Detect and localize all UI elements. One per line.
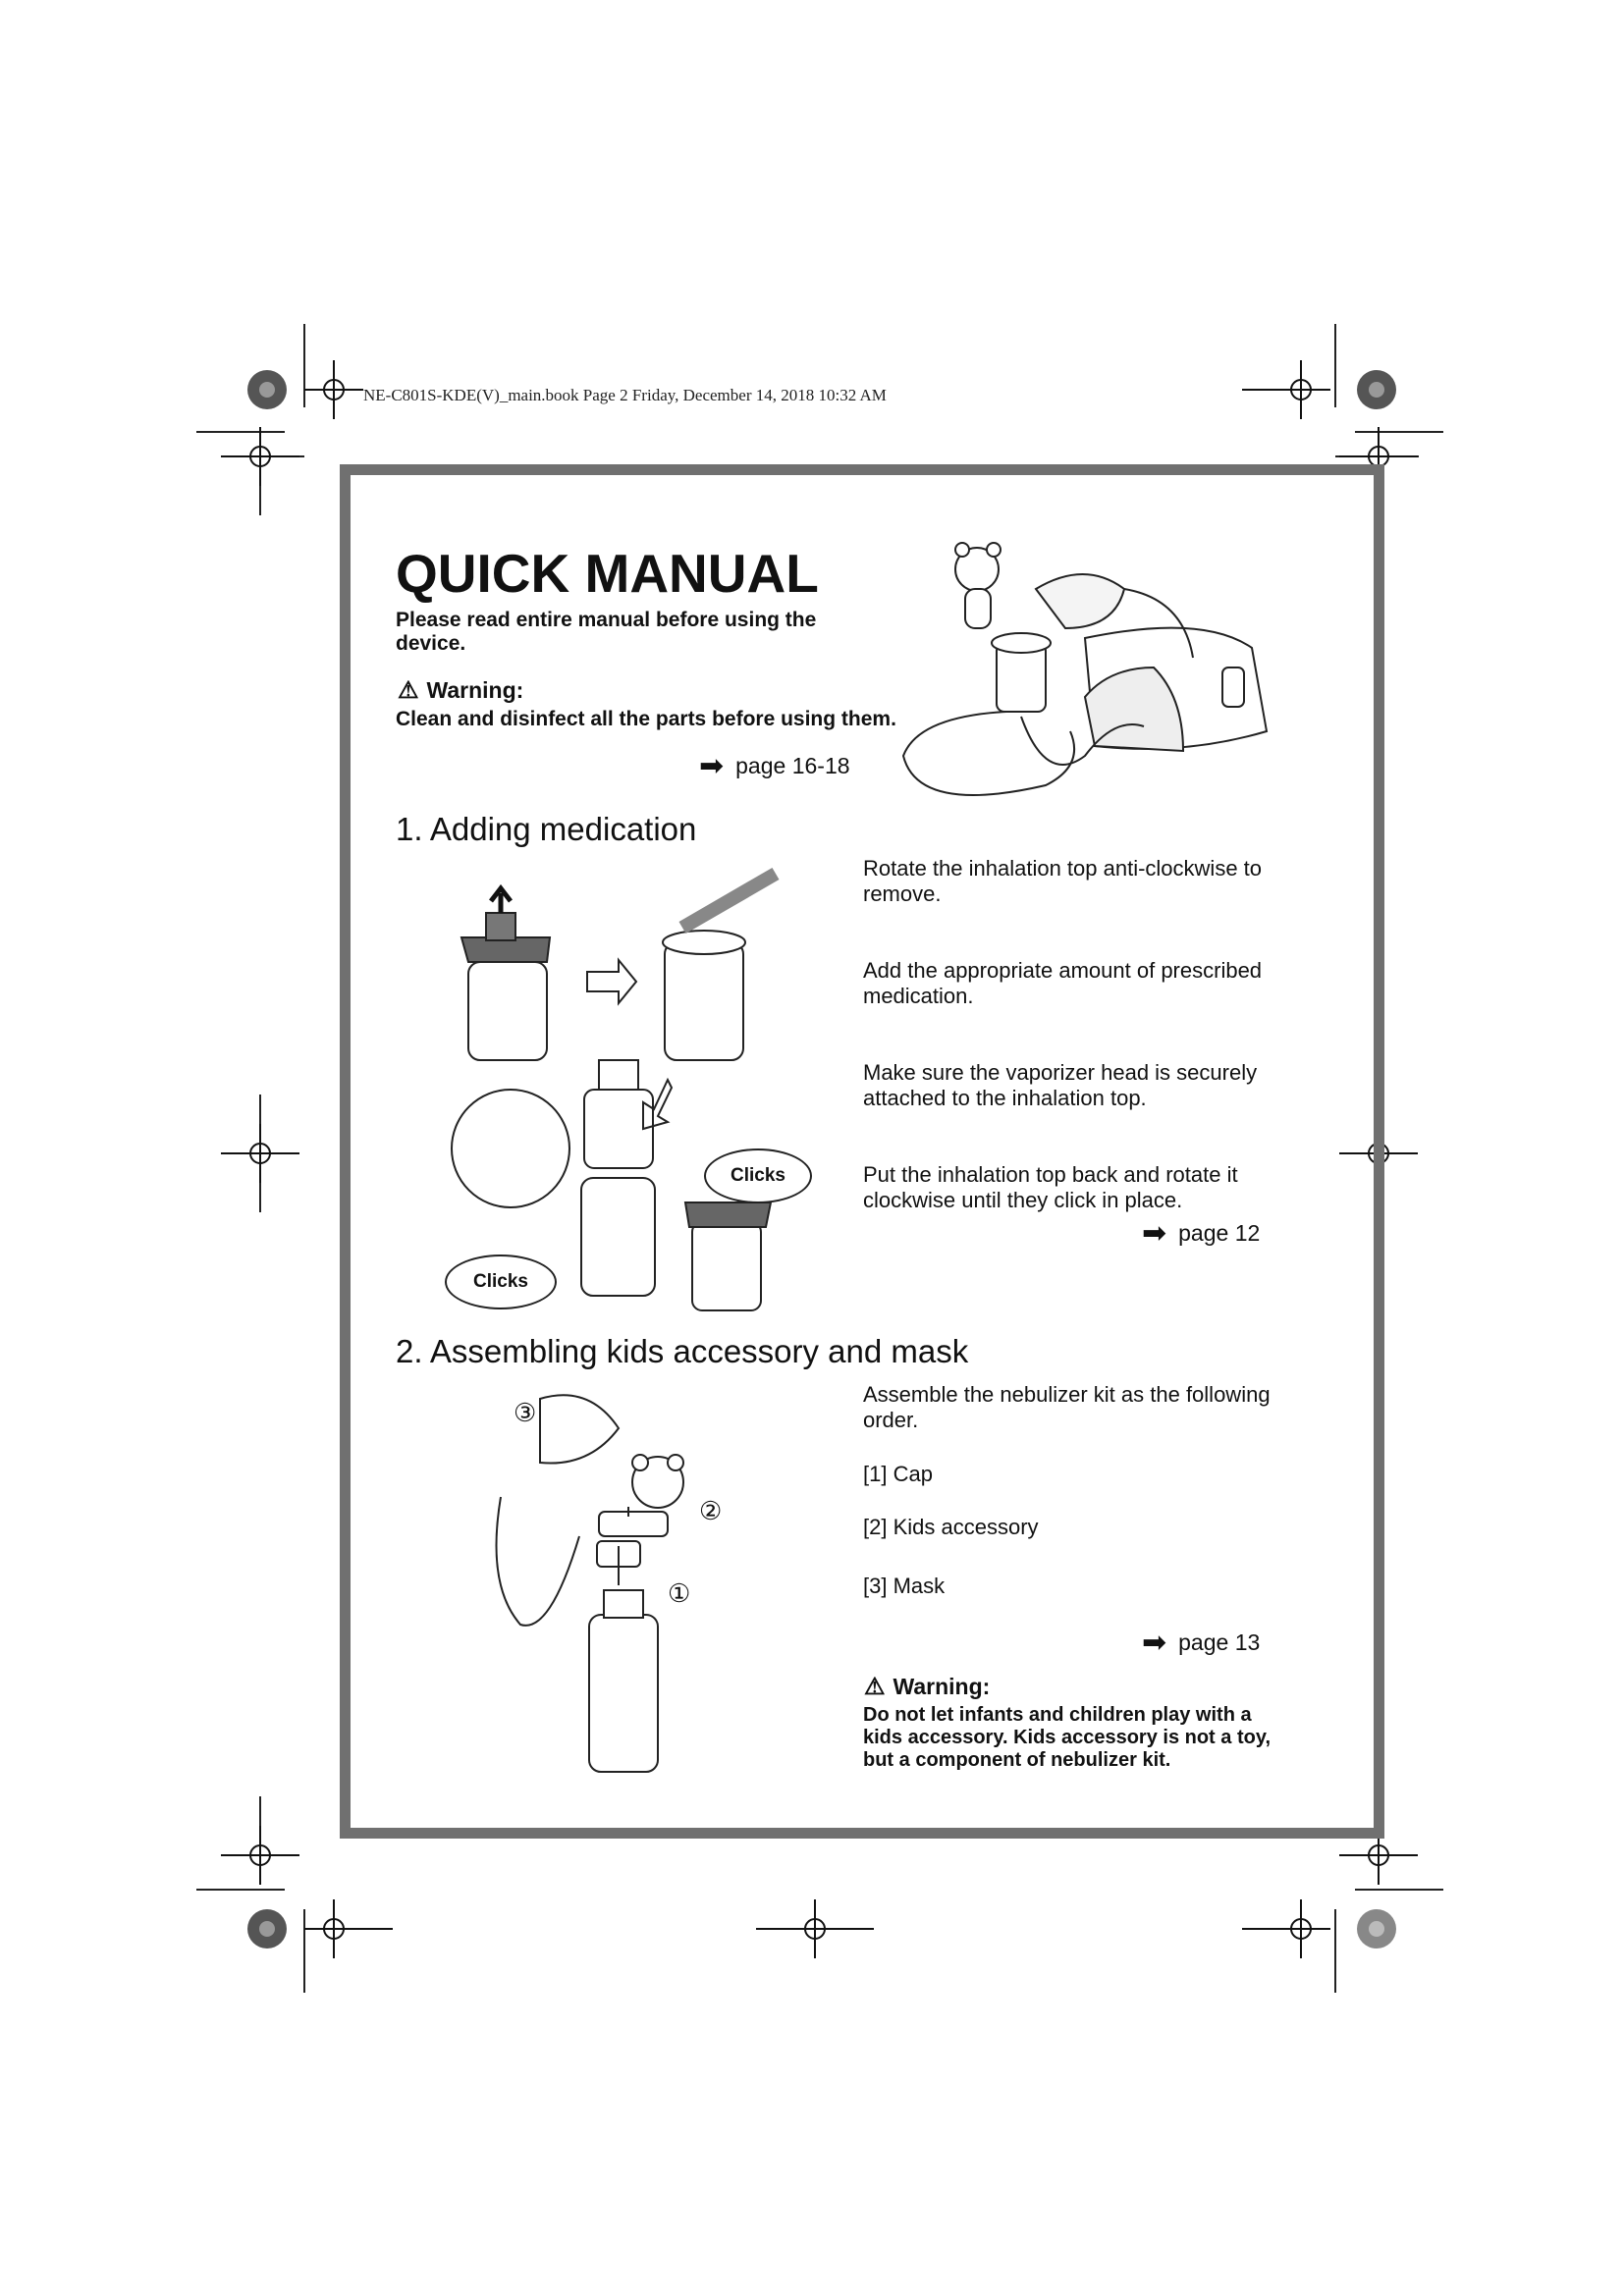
warning-heading [398,676,523,705]
kids-accessory-illustration [481,1389,736,1782]
list-item-kids-accessory: [2] Kids accessory [863,1515,1039,1539]
page-title: QUICK MANUAL [396,543,819,604]
step-vaporizer-head: Make sure the vaporizer head is securely attached to the inhalation top. [863,1060,1258,1110]
page-ref-12 [1142,1216,1261,1250]
marker-2: ② [699,1496,723,1525]
warning-icon: ⚠ [864,1674,886,1700]
page-ref-label: page 16-18 [735,753,850,778]
page-ref-16-18 [699,749,850,782]
clicks-callout-right [704,1148,812,1203]
file-info-header: NE-C801S-KDE(V)_main.book Page 2 Friday, December 14, 2018 10:32 AM [363,386,887,404]
page-ref-13 [1142,1626,1261,1659]
warning-icon: ⚠ [398,677,419,704]
page-ref-label: page 13 [1178,1629,1261,1655]
step-remove-top: Rotate the inhalation top anti-clockwise to remove. [863,856,1263,906]
adding-medication-illustration [432,864,825,1315]
list-item-mask: [3] Mask [863,1574,946,1598]
nebulizer-device-illustration [889,520,1291,815]
arrow-right-icon: ➡ [1142,1216,1167,1250]
marker-1: ① [668,1578,691,1608]
section1-heading: 1. Adding medication [396,811,697,847]
list-item-cap: [1] Cap [863,1462,933,1486]
section2-heading: 2. Assembling kids accessory and mask [396,1333,969,1369]
clicks-label: Clicks [731,1165,785,1186]
warning-heading-label: Warning: [426,677,524,703]
warning2-heading-label: Warning: [893,1674,991,1699]
arrow-right-icon: ➡ [699,749,725,782]
clicks-callout-left [445,1255,557,1309]
assemble-intro: Assemble the nebulizer kit as the following order. [863,1382,1271,1432]
arrow-right-icon: ➡ [1142,1626,1167,1659]
page-ref-label: page 12 [1178,1220,1261,1246]
marker-3: ③ [514,1398,537,1427]
clicks-label: Clicks [473,1271,528,1292]
step-rotate-clockwise: Put the inhalation top back and rotate it clockwise until they click in place. [863,1162,1238,1212]
step-add-medication: Add the appropriate amount of prescribed medication. [863,958,1263,1008]
warning2-text: Do not let infants and children play with a kids accessory. Kids accessory is not a toy, but a component of nebulizer kit. [863,1704,1272,1771]
intro-text: Please read entire manual before using the device. [396,609,817,655]
warning2-heading [864,1673,990,1701]
warning-text: Clean and disinfect all the parts before using them. [396,708,896,730]
